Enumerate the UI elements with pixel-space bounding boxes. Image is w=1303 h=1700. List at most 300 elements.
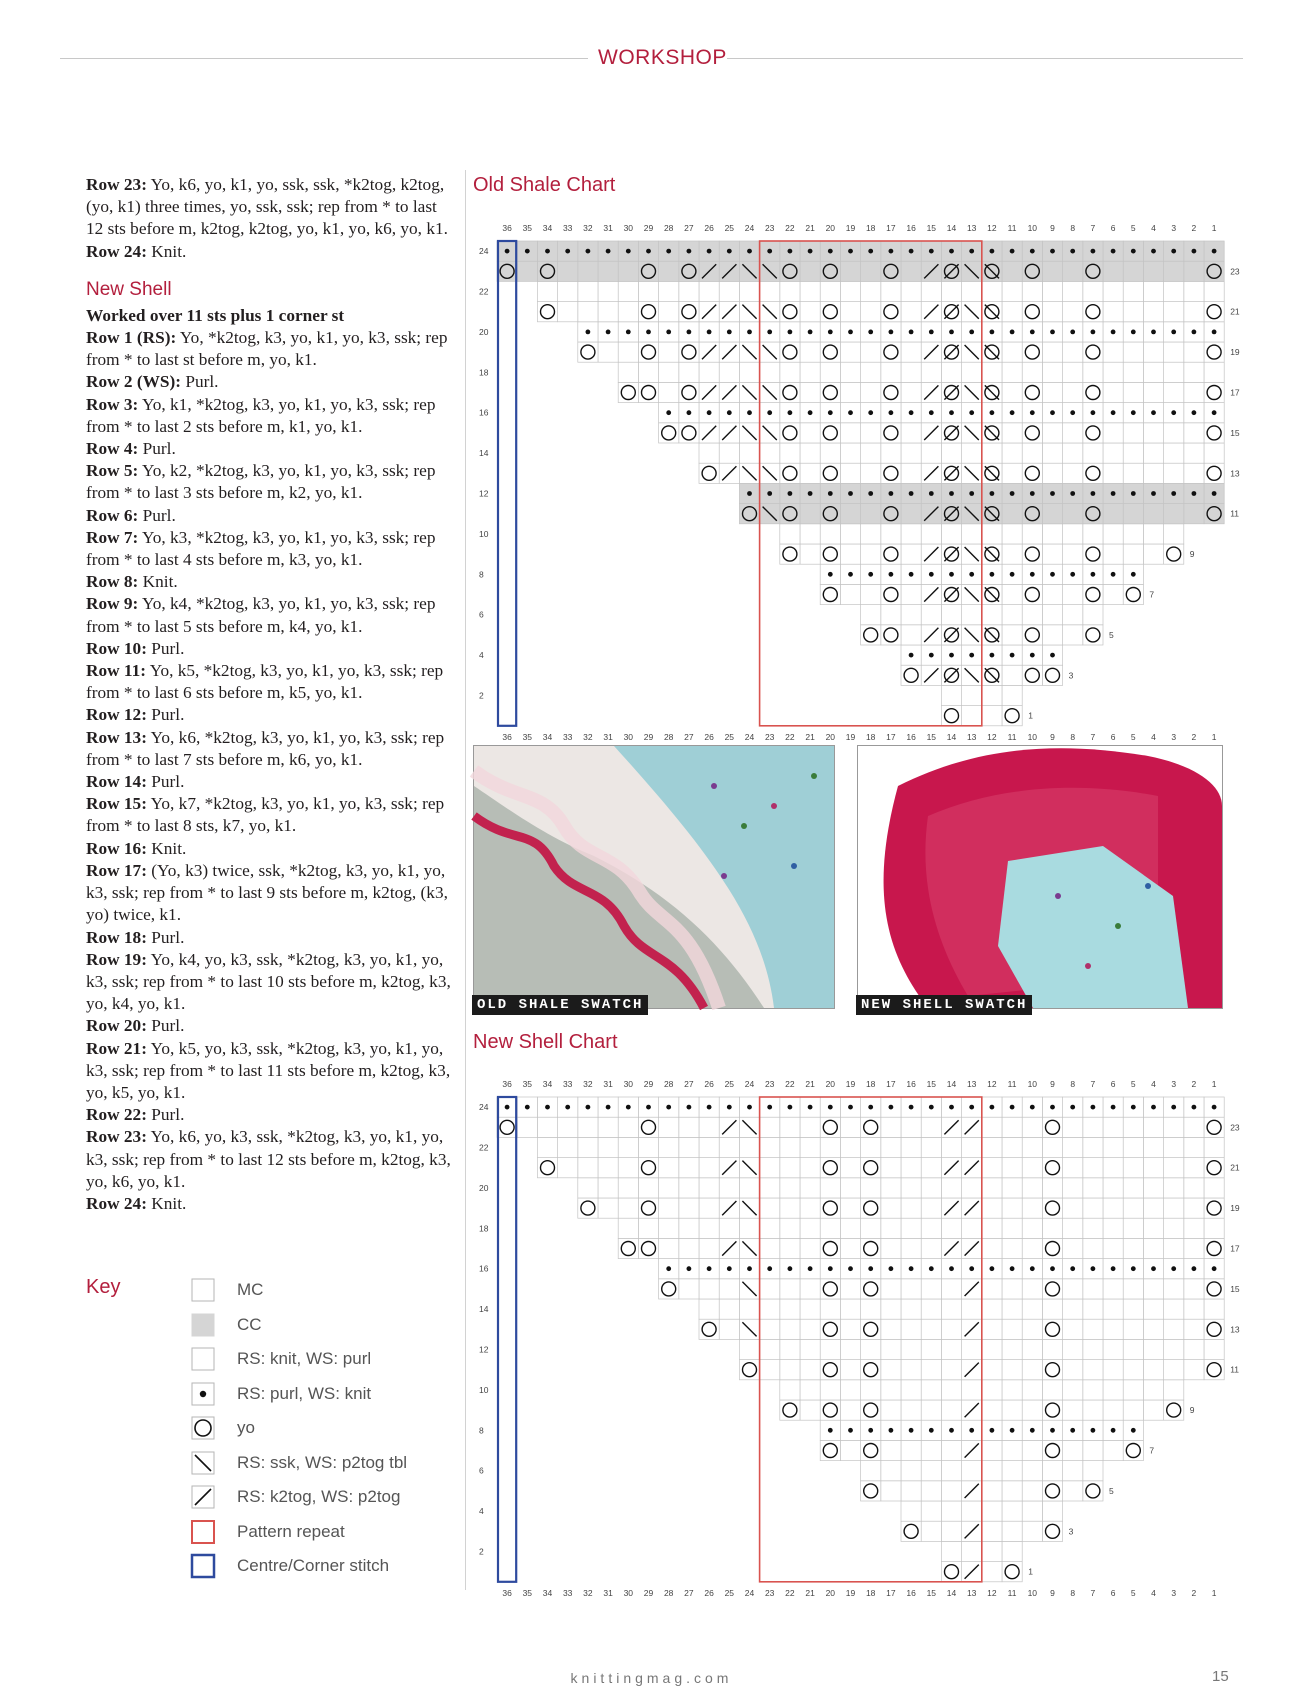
chart-cell (1123, 524, 1143, 544)
chart-cell (618, 1137, 638, 1157)
purl-symbol (1171, 491, 1176, 496)
chart-cell (840, 1158, 860, 1178)
column-label-bottom: 26 (704, 731, 714, 742)
purl-symbol (828, 249, 833, 254)
column-label-bottom: 22 (785, 731, 795, 742)
chart-cell (881, 281, 901, 301)
chart-cell (1042, 382, 1062, 402)
chart-cell (1063, 1238, 1083, 1258)
chart-cell (1103, 1279, 1123, 1299)
chart-cell (1164, 504, 1184, 524)
pattern-text-column (86, 174, 456, 1215)
chart-cell (881, 1481, 901, 1501)
chart-cell (537, 281, 557, 301)
chart-cell (962, 706, 982, 726)
column-label-bottom: 24 (744, 731, 755, 742)
chart-cell (941, 1319, 961, 1339)
purl-symbol (606, 330, 611, 335)
purl-symbol (929, 249, 934, 254)
row-text: Knit. (146, 241, 187, 261)
chart-cell (659, 1158, 679, 1178)
chart-cell (1063, 463, 1083, 483)
purl-symbol (868, 249, 873, 254)
column-label-bottom: 10 (1027, 731, 1038, 742)
purl-symbol (1010, 249, 1015, 254)
column-label-top: 20 (825, 1079, 836, 1089)
chart-cell (618, 281, 638, 301)
chart-cell (1063, 1178, 1083, 1198)
row-label-left: 14 (479, 448, 489, 459)
column-label-top: 20 (825, 223, 836, 233)
chart-cell (1103, 544, 1123, 564)
row-text: Purl. (146, 927, 185, 947)
purl-symbol (606, 249, 611, 254)
chart-cell (941, 1461, 961, 1481)
chart-cell (1184, 1218, 1204, 1238)
chart-cell (1002, 605, 1022, 625)
cc-symbol-icon (191, 1313, 215, 1337)
purl-symbol (1091, 249, 1096, 254)
column-label-top: 12 (987, 223, 997, 233)
row-label: Row 8: (86, 572, 139, 592)
purl-symbol (848, 572, 853, 577)
column-label-top: 15 (926, 223, 937, 233)
column-label-bottom: 18 (865, 1587, 876, 1598)
purl-symbol (909, 1266, 914, 1271)
purl-symbol (767, 491, 772, 496)
chart-cell (840, 1380, 860, 1400)
purl-symbol (1192, 410, 1197, 415)
chart-cell (1103, 382, 1123, 402)
instruction-row (86, 394, 456, 438)
purl-symbol (687, 1105, 692, 1110)
purl-symbol (767, 330, 772, 335)
chart-cell (901, 1178, 921, 1198)
purl-symbol (626, 330, 631, 335)
key-item-label: yo (237, 1418, 255, 1437)
chart-cell (780, 443, 800, 463)
column-label-top: 33 (562, 223, 573, 233)
chart-cell (719, 1178, 739, 1198)
column-label-bottom: 14 (946, 1587, 957, 1598)
chart-cell (982, 1541, 1002, 1561)
row-text: Yo, k3, *k2tog, k3, yo, k1, yo, k3, ssk; rep from * to last 4 sts before m, k3, yo, k1. (86, 527, 436, 570)
chart-cell (1022, 362, 1042, 382)
column-label-top: 32 (583, 1079, 593, 1089)
chart-cell (881, 1299, 901, 1319)
chart-cell (1022, 1137, 1042, 1157)
row-label-right: 9 (1189, 549, 1195, 560)
column-label-bottom: 33 (562, 1587, 573, 1598)
chart-cell (820, 362, 840, 382)
chart-cell (1083, 1299, 1103, 1319)
chart-cell (881, 1440, 901, 1460)
column-label-bottom: 21 (805, 731, 815, 742)
column-label-top: 25 (724, 223, 735, 233)
column-label-top: 3 (1171, 223, 1177, 233)
column-label-top: 9 (1050, 223, 1055, 233)
chart-cell (719, 1279, 739, 1299)
row-text: Yo, k4, *k2tog, k3, yo, k1, yo, k3, ssk; rep from * to last 5 sts before m, k4, yo, k1. (86, 594, 436, 636)
chart-key (86, 1276, 466, 1606)
purl-symbol (868, 1428, 873, 1433)
chart-cell (1002, 302, 1022, 322)
chart-cell (941, 1440, 961, 1460)
purl-symbol-icon (191, 1382, 215, 1406)
chart-cell (1103, 463, 1123, 483)
purl-symbol (707, 1266, 712, 1271)
row-text: Purl. (181, 372, 219, 392)
chart-cell (1002, 1360, 1022, 1380)
chart-cell (1143, 261, 1163, 281)
chart-cell (982, 1178, 1002, 1198)
chart-cell (901, 463, 921, 483)
chart-cell (1083, 1319, 1103, 1339)
purl-symbol (1212, 1105, 1217, 1110)
purl-symbol (727, 1266, 732, 1271)
purl-symbol (949, 1428, 954, 1433)
row-label-right: 15 (1230, 1283, 1240, 1294)
chart-cell (1083, 524, 1103, 544)
chart-cell (1002, 1380, 1022, 1400)
row-label-right: 21 (1230, 306, 1240, 317)
chart-cell (1083, 605, 1103, 625)
row-label: Row 23: (86, 1127, 147, 1147)
old-shale-swatch-photo (473, 745, 835, 1009)
purl-symbol (1091, 330, 1096, 335)
chart-cell (1164, 423, 1184, 443)
chart-cell (1103, 1218, 1123, 1238)
column-label-top: 8 (1070, 1079, 1076, 1089)
chart-cell (1103, 1400, 1123, 1420)
chart-cell (840, 1360, 860, 1380)
chart-cell (1002, 625, 1022, 645)
purl-symbol (586, 249, 591, 254)
chart-cell (780, 1117, 800, 1137)
chart-cell (1063, 1198, 1083, 1218)
chart-cell (901, 1360, 921, 1380)
chart-cell (1164, 1360, 1184, 1380)
chart-cell (861, 382, 881, 402)
column-label-bottom: 15 (926, 1587, 937, 1598)
chart-cell (1002, 685, 1022, 705)
row-label: Row 17: (86, 860, 147, 880)
column-label-top: 26 (704, 1079, 714, 1089)
chart-cell (719, 362, 739, 382)
purl-symbol (747, 1105, 752, 1110)
column-label-top: 36 (502, 1079, 512, 1089)
key-item-label: RS: k2tog, WS: p2tog (237, 1487, 401, 1506)
chart-cell (1123, 1158, 1143, 1178)
chart-cell (861, 1178, 881, 1198)
chart-cell (800, 1137, 820, 1157)
purl-symbol (1030, 653, 1035, 658)
row-label: Row 1 (RS): (86, 328, 177, 348)
purl-symbol (969, 1266, 974, 1271)
purl-symbol (990, 410, 995, 415)
column-label-top: 4 (1151, 1079, 1156, 1089)
column-label-top: 25 (724, 1079, 735, 1089)
column-label-top: 2 (1191, 1079, 1197, 1089)
purl-symbol (990, 653, 995, 658)
instruction-row (86, 460, 456, 504)
chart-cell (1184, 504, 1204, 524)
chart-cell (780, 1319, 800, 1339)
purl-symbol (1212, 330, 1217, 335)
chart-cell (901, 524, 921, 544)
chart-cell (1022, 1440, 1042, 1460)
row-label-right: 21 (1230, 1162, 1240, 1173)
chart-cell (659, 261, 679, 281)
purl-symbol (828, 491, 833, 496)
purl-symbol (929, 491, 934, 496)
purl-symbol (848, 410, 853, 415)
chart-cell (1063, 342, 1083, 362)
purl-symbol (687, 249, 692, 254)
row-label-left: 24 (479, 246, 489, 257)
chart-cell (1063, 423, 1083, 443)
chart-cell (1042, 362, 1062, 382)
chart-cell (1143, 1198, 1163, 1218)
purl-symbol (1171, 330, 1176, 335)
column-label-top: 26 (704, 223, 714, 233)
row-label-right: 17 (1230, 1243, 1240, 1254)
row-label-left: 8 (479, 1425, 484, 1436)
chart-cell (780, 1137, 800, 1157)
column-label-top: 14 (946, 1079, 957, 1089)
column-label-top: 35 (522, 223, 533, 233)
row-text: Yo, k4, yo, k3, ssk, *k2tog, k3, yo, k1, yo, k3, ssk; rep from * to last 10 sts before m, k2tog, k3, yo, k4, yo, k1. (86, 949, 451, 1014)
column-label-bottom: 15 (926, 731, 937, 742)
column-label-top: 10 (1027, 223, 1038, 233)
chart-cell (1063, 1481, 1083, 1501)
purl-symbol (1030, 330, 1035, 335)
chart-cell (941, 443, 961, 463)
row-label-right: 5 (1109, 629, 1114, 640)
old-shale-chart (470, 206, 1240, 742)
row-label-right: 15 (1230, 427, 1240, 438)
chart-cell (1002, 1541, 1022, 1561)
chart-cell (1123, 382, 1143, 402)
column-label-bottom: 32 (583, 1587, 593, 1598)
column-label-top: 24 (744, 1079, 755, 1089)
purl-symbol (1050, 653, 1055, 658)
chart-cell (679, 1137, 699, 1157)
column-label-bottom: 29 (643, 731, 654, 742)
chart-cell (1143, 342, 1163, 362)
chart-cell (941, 1360, 961, 1380)
chart-cell (861, 362, 881, 382)
chart-cell (941, 1279, 961, 1299)
instruction-row (86, 1038, 456, 1105)
chart-cell (1103, 443, 1123, 463)
row-label-left: 10 (479, 1384, 489, 1395)
chart-cell (578, 261, 598, 281)
purl-symbol (1111, 1266, 1116, 1271)
chart-cell (699, 1279, 719, 1299)
column-label-top: 3 (1171, 1079, 1177, 1089)
purl-symbol (1070, 491, 1075, 496)
purl-symbol (1030, 1428, 1035, 1433)
column-label-top: 6 (1110, 1079, 1116, 1089)
column-label-top: 4 (1151, 223, 1156, 233)
chart-cell (982, 524, 1002, 544)
column-label-top: 23 (764, 223, 775, 233)
chart-cell (1042, 1299, 1062, 1319)
chart-cell (598, 281, 618, 301)
column-label-top: 2 (1191, 223, 1197, 233)
chart-cell (921, 1380, 941, 1400)
chart-cell (800, 423, 820, 443)
chart-cell (800, 342, 820, 362)
chart-cell (1002, 1279, 1022, 1299)
chart-cell (1022, 1521, 1042, 1541)
chart-cell (1123, 1178, 1143, 1198)
chart-cell (1184, 1319, 1204, 1339)
column-label-bottom: 21 (805, 1587, 815, 1598)
chart-cell (659, 1218, 679, 1238)
chart-cell (1042, 524, 1062, 544)
column-label-top: 28 (663, 1079, 674, 1089)
chart-cell (901, 443, 921, 463)
page-header (60, 46, 1243, 70)
chart-cell (861, 504, 881, 524)
knit-symbol-icon (191, 1347, 215, 1371)
purl-symbol (1212, 249, 1217, 254)
chart-cell (1002, 1178, 1022, 1198)
chart-cell (921, 1178, 941, 1198)
chart-cell (1022, 1117, 1042, 1137)
chart-cell (1002, 382, 1022, 402)
purl-symbol (949, 330, 954, 335)
purl-symbol (1151, 1266, 1156, 1271)
row-label-left: 2 (479, 690, 484, 701)
column-label-bottom: 16 (906, 731, 916, 742)
chart-cell (760, 1339, 780, 1359)
chart-cell (1083, 1117, 1103, 1137)
instruction-row (86, 927, 456, 949)
chart-cell (962, 1339, 982, 1359)
chart-cell (1002, 1400, 1022, 1420)
chart-cell (840, 1279, 860, 1299)
chart-cell (1103, 362, 1123, 382)
instruction-row (86, 571, 456, 593)
chart-cell (820, 1218, 840, 1238)
chart-cell (659, 281, 679, 301)
chart-cell (1063, 1360, 1083, 1380)
column-label-top: 27 (684, 223, 694, 233)
column-label-top: 17 (886, 1079, 896, 1089)
instruction-row (86, 727, 456, 771)
chart-cell (1063, 1440, 1083, 1460)
new-shell-subhead: Worked over 11 sts plus 1 corner st (86, 305, 345, 325)
chart-cell (1022, 1299, 1042, 1319)
chart-cell (1063, 584, 1083, 604)
chart-cell (537, 1137, 557, 1157)
chart-cell (1002, 1521, 1022, 1541)
chart-cell (921, 1360, 941, 1380)
chart-cell (1063, 1299, 1083, 1319)
chart-cell (941, 1400, 961, 1420)
purl-symbol (1151, 410, 1156, 415)
row-label-right: 7 (1149, 589, 1155, 600)
chart-cell (962, 1178, 982, 1198)
purl-symbol (666, 1266, 671, 1271)
purl-symbol (1070, 572, 1075, 577)
chart-cell (1042, 584, 1062, 604)
chart-cell (1164, 463, 1184, 483)
row-text: Purl. (146, 772, 185, 792)
purl-symbol (929, 410, 934, 415)
purl-symbol (1091, 1428, 1096, 1433)
row-label-right: 13 (1230, 1324, 1240, 1335)
chart-cell (699, 1158, 719, 1178)
purl-symbol (808, 330, 813, 335)
chart-cell (1002, 1481, 1022, 1501)
row-label-left: 24 (479, 1102, 489, 1113)
purl-symbol (1151, 249, 1156, 254)
purl-symbol (1192, 1105, 1197, 1110)
chart-cell (1063, 1279, 1083, 1299)
purl-symbol (606, 1105, 611, 1110)
chart-cell (962, 605, 982, 625)
chart-cell (1184, 1238, 1204, 1258)
chart-cell (881, 362, 901, 382)
chart-cell (1103, 1117, 1123, 1137)
chart-cell (840, 1400, 860, 1420)
k2tog-symbol-icon (191, 1485, 215, 1509)
chart-cell (1143, 1360, 1163, 1380)
row-text: Knit. (146, 838, 187, 858)
chart-cell (941, 605, 961, 625)
chart-cell (840, 1339, 860, 1359)
chart-cell (1002, 1117, 1022, 1137)
row-label-right: 17 (1230, 387, 1240, 398)
chart-cell (1204, 1137, 1224, 1157)
chart-cell (1083, 281, 1103, 301)
chart-cell (861, 584, 881, 604)
chart-cell (921, 1339, 941, 1359)
chart-cell (921, 1521, 941, 1541)
chart-cell (861, 544, 881, 564)
chart-cell (638, 1137, 658, 1157)
chart-cell (1063, 605, 1083, 625)
column-label-top: 8 (1070, 223, 1076, 233)
column-label-top: 30 (623, 223, 634, 233)
chart-cell (1103, 261, 1123, 281)
chart-cell (962, 685, 982, 705)
column-label-bottom: 23 (764, 1587, 775, 1598)
chart-cell (921, 1440, 941, 1460)
purl-symbol (788, 1266, 793, 1271)
chart-cell (982, 1339, 1002, 1359)
chart-cell (1123, 362, 1143, 382)
chart-cell (1063, 261, 1083, 281)
chart-cell (1022, 1501, 1042, 1521)
chart-cell (1002, 1339, 1022, 1359)
chart-cell (1164, 1198, 1184, 1218)
column-label-bottom: 20 (825, 731, 836, 742)
chart-cell (638, 362, 658, 382)
chart-cell (962, 1501, 982, 1521)
chart-cell (1002, 1137, 1022, 1157)
chart-cell (1123, 463, 1143, 483)
chart-cell (1042, 1339, 1062, 1359)
chart-cell (982, 1521, 1002, 1541)
chart-cell (921, 1238, 941, 1258)
chart-cell (941, 362, 961, 382)
purl-symbol (868, 330, 873, 335)
